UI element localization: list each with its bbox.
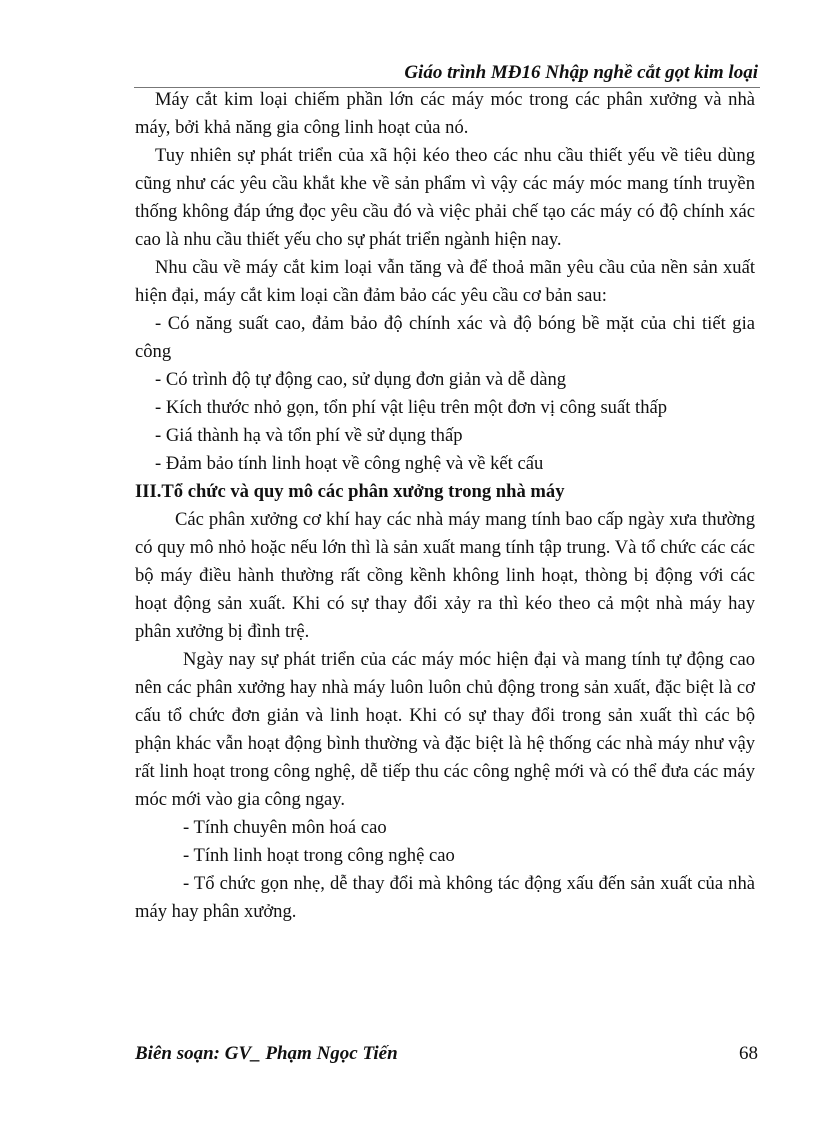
feature-item: - Tính chuyên môn hoá cao	[183, 817, 387, 838]
footer-author: Biên soạn: GV_ Phạm Ngọc Tiến	[135, 1043, 398, 1064]
requirement-item: - Có năng suất cao, đảm bảo độ chính xác và độ bóng bề mặt của chi tiết gia công	[135, 313, 755, 362]
page-body	[135, 86, 755, 926]
page-header-title: Giáo trình MĐ16 Nhập nghề cắt gọt kim loại	[404, 62, 758, 83]
feature-item: - Tính linh hoạt trong công nghệ cao	[183, 845, 455, 866]
page-number: 68	[739, 1043, 758, 1064]
paragraph-modern-workshops: Ngày nay sự phát triển của các máy móc hiện đại và mang tính tự động cao nên các phân xưởng hay nhà máy luôn luôn chủ động trong sản xuất, đặc biệt là cơ cấu tổ chức đơn giản và linh hoạt. Khi có sự thay đổi trong sản xuất thì các bộ phận khác vẫn hoạt động bình thường và đặc biệt là hệ thống các nhà máy như vậy rất linh hoạt trong công nghệ, dễ tiếp thu các công nghệ mới và có thể đưa các máy móc mới vào gia công ngay.	[135, 649, 755, 810]
section-heading: III.Tổ chức và quy mô các phân xưởng trong nhà máy	[135, 481, 565, 502]
requirement-item: - Đảm bảo tính linh hoạt về công nghệ và về kết cấu	[155, 453, 544, 474]
requirement-item: - Có trình độ tự động cao, sử dụng đơn giản và dễ dàng	[155, 369, 567, 390]
paragraph-old-workshops: Các phân xưởng cơ khí hay các nhà máy mang tính bao cấp ngày xưa thường có quy mô nhỏ hoặc nếu lớn thì là sản xuất mang tính tập trung. Và tổ chức các các bộ máy điều hành thường rất cồng kềnh không linh hoạt, thòng bị động với các hoạt động sản xuất. Khi có sự thay đổi xảy ra thì kéo theo cả một nhà máy hay phân xưởng bị đình trệ.	[135, 509, 755, 642]
requirement-item: - Kích thước nhỏ gọn, tổn phí vật liệu trên một đơn vị công suất thấp	[155, 397, 668, 418]
requirement-item: - Giá thành hạ và tổn phí về sử dụng thấp	[155, 425, 463, 446]
paragraph-intro: Máy cắt kim loại chiếm phần lớn các máy móc trong các phân xưởng và nhà máy, bởi khả năng gia công linh hoạt của nó.	[135, 89, 755, 138]
feature-item: - Tổ chức gọn nhẹ, dễ thay đổi mà không tác động xấu đến sản xuất của nhà máy hay phân xưởng.	[135, 873, 755, 922]
paragraph-requirements-intro: Nhu cầu về máy cắt kim loại vẫn tăng và để thoả mãn yêu cầu của nền sản xuất hiện đại, máy cắt kim loại cần đảm bảo các yêu cầu cơ bản sau:	[135, 257, 755, 306]
paragraph-development: Tuy nhiên sự phát triển của xã hội kéo theo các nhu cầu thiết yếu về tiêu dùng cũng như các yêu cầu khắt khe về sản phẩm vì vậy các máy móc mang tính truyền thống không đáp ứng đọc yêu cầu đó và việc phải chế tạo các máy có độ chính xác cao là nhu cầu thiết yếu cho sự phát triển ngành hiện nay.	[135, 145, 755, 250]
